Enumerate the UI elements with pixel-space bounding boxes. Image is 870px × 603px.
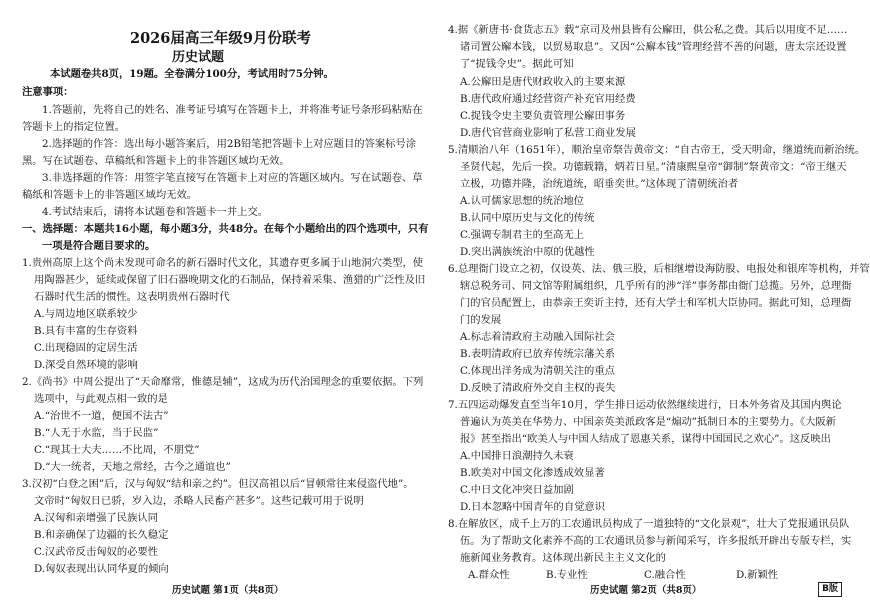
subject-title: 历史试题 — [172, 50, 225, 65]
question-3-option: C.汉武帝反击匈奴的必要性 — [34, 546, 159, 558]
page-footer-left: 历史试题 第1页（共8页） — [172, 585, 284, 596]
question-6-stem: 6.总理衙门设立之初，仅设英、法、俄三股，后相继增设海防股、电报处和银库等机构，并管 — [448, 263, 870, 275]
question-3-option: B.和亲确保了边疆的长久稳定 — [34, 529, 169, 541]
question-8-option: C.融合性 — [644, 569, 686, 581]
question-6-stem: 门的发展 — [460, 314, 502, 326]
question-4-stem: 了“捉钱令史”。据此可知 — [460, 58, 574, 70]
question-6-stem: 门的官员配置上，由恭亲王奕䜣主持，还有大学士和军机大臣协同。据此可知，总理衙 — [460, 297, 852, 309]
question-5-stem: 立极，功德并隆，治统道统，昭垂奕世。”这体现了清朝统治者 — [460, 178, 739, 190]
question-5-stem: 圣贤代起，先后一揆。功德载籍，炳若日星。”清康熙皇帝“御制”祭黄帝文：“帝王继天 — [460, 161, 847, 173]
question-5-option: A.认可儒家思想的统治地位 — [460, 195, 584, 207]
question-3-option: D.匈奴表现出认同华夏的倾向 — [34, 563, 169, 575]
question-8-option: D.新颖性 — [736, 569, 779, 581]
question-1-option: D.深受自然环境的影响 — [34, 359, 138, 371]
question-5-stem: 5.清顺治八年（1651年），顺治皇帝祭告黄帝文：“自古帝王，受天明命，继道统而新治统。 — [448, 144, 866, 156]
question-6-option: B.表明清政府已放弃传统宗藩关系 — [460, 348, 615, 360]
question-2-stem: 选项中，与此观点相一致的是 — [34, 393, 168, 405]
question-2-stem: 2.《尚书》中周公提出了“天命靡常，惟德是辅”，这成为历代治国理念的重要依据。下列 — [22, 376, 424, 388]
question-3-option: A.汉匈和亲增强了民族认同 — [34, 512, 158, 524]
notes-line: 2.选择题的作答：选出每小题答案后，用2B铅笔把答题卡上对应题目的答案标号涂 — [42, 138, 417, 150]
question-2-option: D.“大一统者，天地之常经，古今之通谊也” — [34, 461, 231, 473]
question-5-option: C.强调专制君主的至高无上 — [460, 229, 585, 241]
notes-line: 稿纸和答题卡上的非答题区域均无效。 — [22, 189, 198, 201]
question-8-option: A.群众性 — [468, 569, 510, 581]
question-8-stem: 施新闻业务教育。这体现出新民主主义文化的 — [460, 552, 666, 564]
notes-heading: 注意事项： — [22, 86, 74, 98]
question-4-stem: 诸司置公廨本钱，以贸易取息”。又因“公廨本钱”管理经营不善的问题，唐太宗还设置 — [460, 41, 847, 53]
notes-line: 4.考试结束后，请将本试题卷和答题卡一并上交。 — [42, 206, 269, 218]
question-7-stem: 报》甚至指出“欧美人与中国人结成了恩惠关系，谋得中国国民之欢心”。这反映出 — [460, 433, 831, 445]
question-2-option: C.“现其士大夫……不比周，不朋党” — [34, 444, 200, 456]
question-2-option: B.“人无于水监，当于民监” — [34, 427, 159, 439]
question-5-option: D.突出满族统治中原的优越性 — [460, 246, 595, 258]
question-3-stem: 3.汉初“白登之困”后，汉与匈奴“结和亲之约”。但汉高祖以后“冒顿常往来侵盗代地”。 — [22, 478, 414, 490]
question-8-option: B.专业性 — [546, 569, 588, 581]
question-8-stem: 伍。为了帮助文化素养不高的工农通讯员参与新闻采写，许多报纸开辟出专版专栏，实 — [460, 535, 852, 547]
exam-info: 本试题卷共8页，19题。全卷满分100分，考试用时75分钟。 — [50, 68, 334, 80]
question-1-option: A.与周边地区联系较少 — [34, 308, 138, 320]
notes-line: 3.非选择题的作答：用签字笔直接写在答题卡上对应的答题区域内。写在试题卷、草 — [42, 172, 423, 184]
question-1-option: B.具有丰富的生存资料 — [34, 325, 138, 337]
question-1-option: C.出现稳固的定居生活 — [34, 342, 138, 354]
question-7-option: B.欧美对中国文化渗透成效显著 — [460, 467, 605, 479]
question-6-option: A.标志着清政府主动融入国际社会 — [460, 331, 615, 343]
question-6-option: D.反映了清政府外交自主权的丧失 — [460, 382, 616, 394]
question-7-option: C.中日文化冲突日益加剧 — [460, 484, 574, 496]
question-7-option: A.中国排日浪潮持久未衰 — [460, 450, 574, 462]
question-5-option: B.认同中原历史与文化的传统 — [460, 212, 595, 224]
notes-line: 1.答题前，先将自己的姓名、准考证号填写在答题卡上，并将准考证号条形码粘贴在 — [42, 104, 423, 116]
question-4-option: C.捉钱令史主要负责管理公廨田事务 — [460, 110, 626, 122]
question-4-option: D.唐代官营商业影响了私营工商业发展 — [460, 127, 636, 139]
question-3-stem: 文帝时“匈奴日已骄，岁入边，杀略人民畜产甚多”。这些记载可用于说明 — [34, 495, 364, 507]
question-7-option: D.日本忽略中国青年的自觉意识 — [460, 501, 606, 513]
question-6-stem: 辖总税务司、同文馆等附属组织，几乎所有的涉“洋”事务都由衙门总揽。另外，总理衙 — [460, 280, 852, 292]
question-1-stem: 1.贵州高原上这个尚未发现可命名的新石器时代文化，其遗存更多属于山地洞穴类型，使 — [22, 257, 424, 269]
question-4-option: A.公廨田是唐代财政收入的主要来源 — [460, 76, 626, 88]
question-7-stem: 7.五四运动爆发直至当年10月，学生排日运动依然继续进行，日本外务省及其国内舆论 — [448, 399, 842, 411]
page-footer-right: 历史试题 第2页（共8页） — [590, 585, 702, 596]
notes-line: 黑。写在试题卷、草稿纸和答题卡上的非答题区域均无效。 — [22, 155, 290, 167]
question-4-option: B.唐代政府通过经营资产补充官用经费 — [460, 93, 636, 105]
exam-title: 2026届高三年级9月份联考 — [130, 30, 311, 47]
question-6-option: C.体现出洋务成为清朝关注的重点 — [460, 365, 615, 377]
question-1-stem: 用陶器甚少，延续或保留了旧石器晚期文化的石制品，保持着采集、渔猎的广泛性及旧 — [34, 274, 426, 286]
notes-line: 答题卡上的指定位置。 — [22, 121, 125, 133]
version-badge: B版 — [818, 582, 842, 597]
question-8-stem: 8.在解放区，成千上万的工农通讯员构成了一道独特的“文化景观”，壮大了党报通讯员队 — [448, 518, 850, 530]
section-heading: 一、选择题：本题共16小题，每小题3分，共48分。在每个小题给出的四个选项中，只有 — [22, 223, 429, 235]
section-heading: 一项是符合题目要求的。 — [42, 240, 156, 252]
question-4-stem: 4.据《新唐书·食货志五》载“京司及州县皆有公廨田，供公私之费。其后以用度不足…… — [448, 24, 848, 36]
question-1-stem: 石器时代生活的惯性。这表明贵州石器时代 — [34, 291, 230, 303]
question-2-option: A.“治世不一道，便国不法古” — [34, 410, 169, 422]
question-7-stem: 普遍认为英美在华势力、中国亲英美派政客是“煽动”抵制日本的主要势力。《大阪新 — [460, 416, 837, 428]
